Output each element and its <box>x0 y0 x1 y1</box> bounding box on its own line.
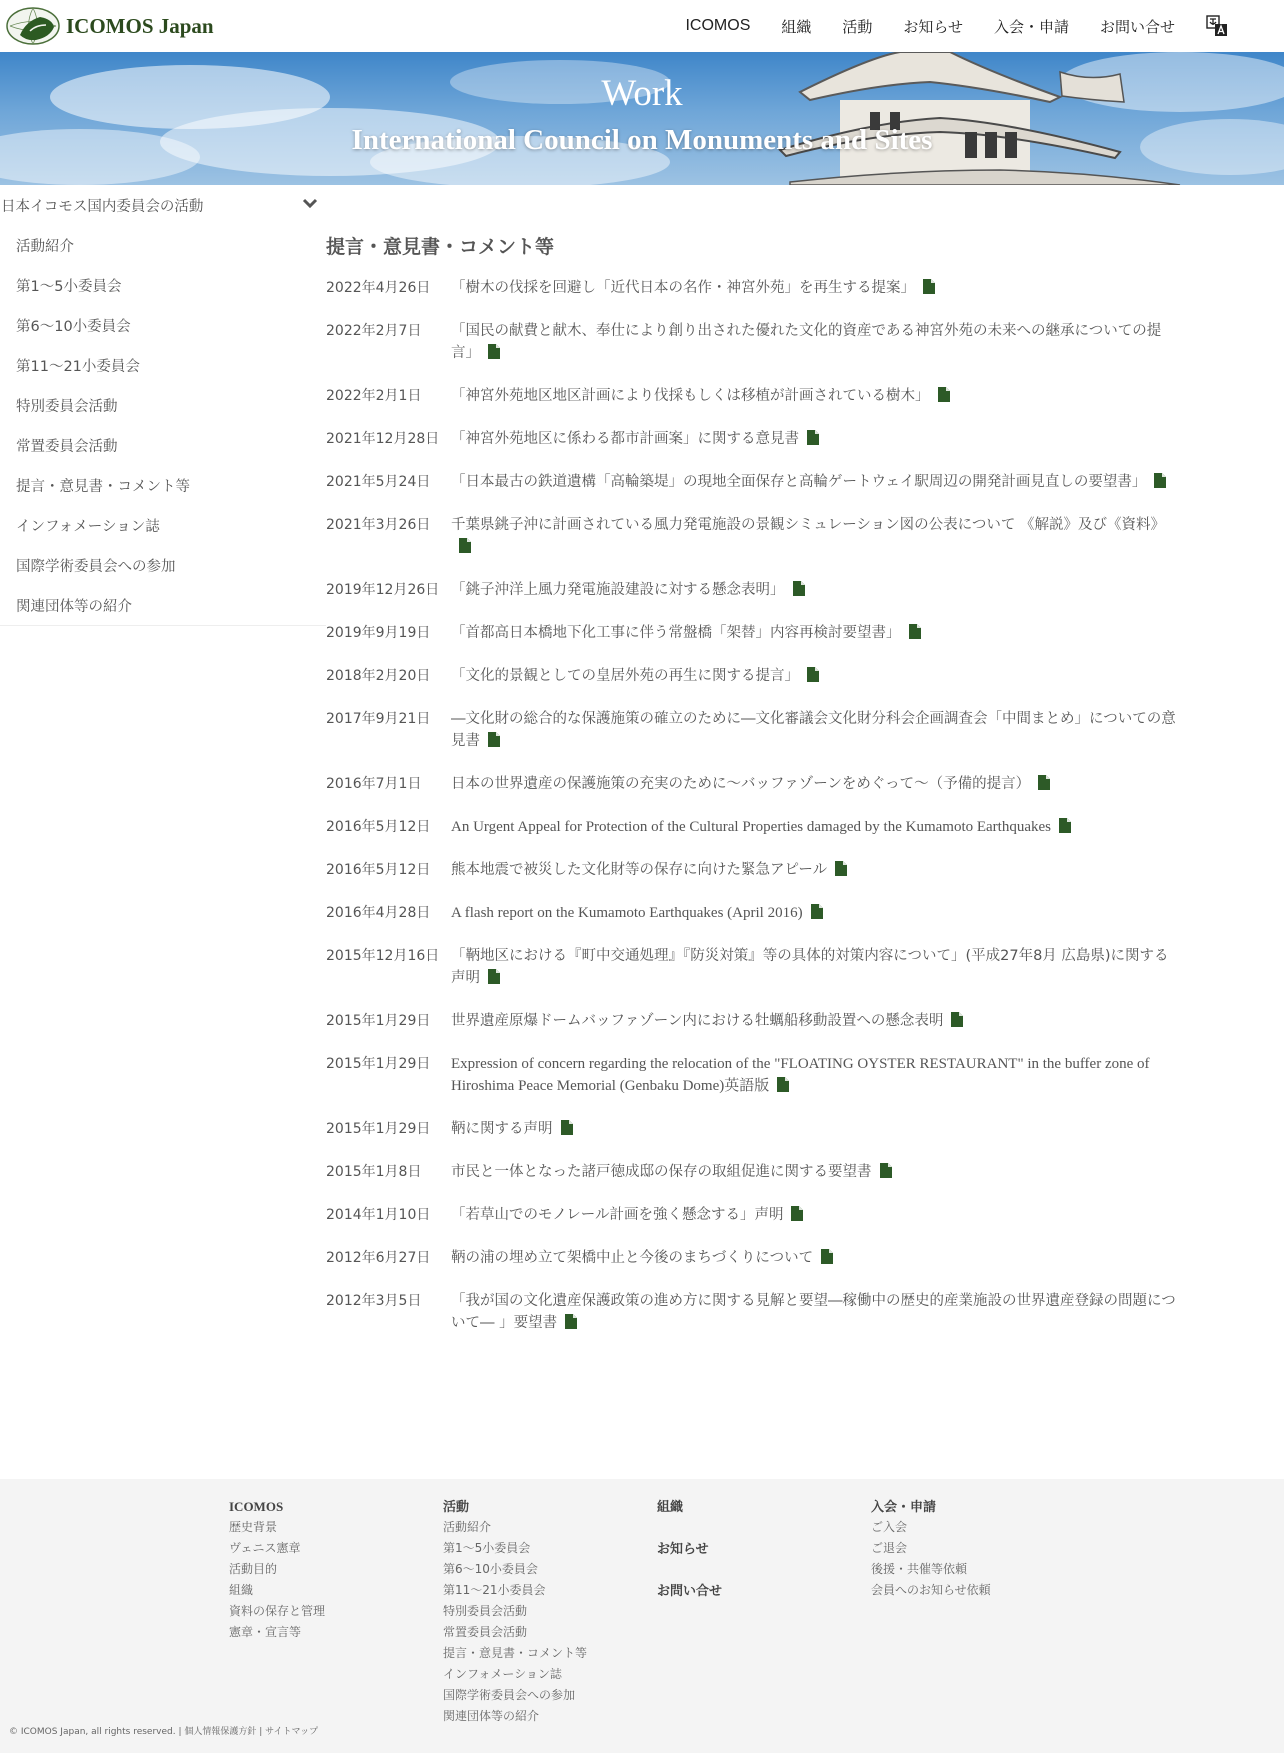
chevron-down-icon[interactable] <box>302 197 318 211</box>
footer-link[interactable]: 第1〜5小委員会 <box>443 1541 531 1555</box>
sidebar-item-subcommittee-1-5[interactable]: 第1〜5小委員会 <box>16 278 122 295</box>
footer-link[interactable]: 第11〜21小委員会 <box>443 1583 546 1597</box>
entry-date: 2019年12月26日 <box>326 582 440 598</box>
sidebar-item-special-committee[interactable]: 特別委員会活動 <box>16 398 118 415</box>
entry-title[interactable]: 「日本最古の鉄道遺構「高輪築堤」の現地全面保存と高輪ゲートウェイ駅周辺の開発計画見直しの要望書」 <box>451 474 1147 490</box>
entry-title[interactable]: 「我が国の文化遺産保護政策の進め方に関する見解と要望―稼働中の歴史的産業施設の世界遺産登録の問題について― 」要望書 <box>451 1293 1176 1331</box>
hero-title: Work <box>601 73 683 114</box>
footer-heading-icomos[interactable]: ICOMOS <box>229 1499 284 1514</box>
footer-link[interactable]: 国際学術委員会への参加 <box>443 1688 576 1702</box>
file-icon[interactable] <box>909 624 921 639</box>
entry-row <box>326 579 1176 601</box>
entry-row <box>326 1161 1176 1183</box>
sidebar-divider <box>0 625 326 626</box>
entry-link[interactable] <box>451 1118 1176 1140</box>
entry-date: 2015年12月16日 <box>326 948 440 964</box>
footer-link[interactable]: ご退会 <box>871 1541 908 1555</box>
sidebar <box>0 185 326 626</box>
footer-link[interactable]: 後援・共催等依頼 <box>871 1562 968 1576</box>
entry-row <box>326 1204 1176 1226</box>
footer-link[interactable]: ヴェニス憲章 <box>229 1541 301 1555</box>
entry-date: 2021年5月24日 <box>326 474 431 490</box>
entry-link[interactable] <box>451 1053 1176 1097</box>
footer-col-membership <box>871 1496 991 1601</box>
entry-title[interactable]: A flash report on the Kumamoto Earthquakes (April 2016) <box>451 905 803 921</box>
entry-date: 2014年1月10日 <box>326 1207 431 1223</box>
entry-link[interactable] <box>451 816 1176 838</box>
nav-membership[interactable]: 入会・申請 <box>993 17 1069 36</box>
entry-title[interactable]: 市民と一体となった諸戸徳成邸の保存の取組促進に関する要望書 <box>451 1164 872 1180</box>
site-logo[interactable] <box>6 7 214 45</box>
footer-heading-activities[interactable]: 活動 <box>443 1499 470 1514</box>
file-icon[interactable] <box>807 430 819 445</box>
sidebar-heading[interactable] <box>0 185 326 225</box>
entry-link[interactable] <box>451 1247 1176 1269</box>
entry-row <box>326 428 1176 450</box>
footer-link[interactable]: 特別委員会活動 <box>443 1604 528 1618</box>
entry-title[interactable]: 「銚子沖洋上風力発電施設建設に対する懸念表明」 <box>451 582 785 598</box>
entry-date: 2015年1月29日 <box>326 1013 431 1029</box>
file-icon[interactable] <box>1154 473 1166 488</box>
entry-date: 2015年1月29日 <box>326 1056 431 1072</box>
entry-title[interactable]: 千葉県銚子沖に計画されている風力発電施設の景観シミュレーション図の公表について 《解説》及び《資料》 <box>451 517 1165 533</box>
entry-title[interactable]: 「神宮外苑地区に係わる都市計画案」に関する意見書 <box>451 431 799 447</box>
entry-row <box>326 945 1176 989</box>
entry-link[interactable] <box>451 902 1176 924</box>
entry-link[interactable] <box>451 945 1176 989</box>
sidebar-item-proposals[interactable]: 提言・意見書・コメント等 <box>16 478 190 495</box>
entry-title[interactable]: 「文化的景観としての皇居外苑の再生に関する提言」 <box>451 668 799 684</box>
file-icon[interactable] <box>488 969 500 984</box>
entry-link[interactable] <box>451 579 1176 601</box>
entry-row <box>326 320 1176 364</box>
file-icon[interactable] <box>951 1012 963 1027</box>
footer-heading-membership[interactable]: 入会・申請 <box>871 1499 937 1514</box>
sidebar-item-subcommittee-11-21[interactable]: 第11〜21小委員会 <box>16 358 140 375</box>
entry-title[interactable]: 「国民の献費と献木、奉仕により創り出された優れた文化的資産である神宮外苑の未来への継承についての提言」 <box>451 323 1162 361</box>
entry-link[interactable] <box>451 385 1176 407</box>
footer-link[interactable]: インフォメーション誌 <box>443 1667 562 1681</box>
file-icon[interactable] <box>1038 775 1050 790</box>
copyright-text: © ICOMOS Japan, all rights reserved. <box>9 1727 176 1737</box>
sidebar-item-international-committees[interactable]: 国際学術委員会への参加 <box>16 558 176 575</box>
entry-date: 2022年2月7日 <box>326 323 422 339</box>
entry-link[interactable] <box>451 514 1176 558</box>
entry-row <box>326 859 1176 881</box>
privacy-link[interactable]: 個人情報保護方針 <box>184 1727 257 1737</box>
copyright: © ICOMOS Japan, all rights reserved. | 個人情報保護方針 | サイトマップ <box>9 1727 319 1737</box>
sidebar-heading-label: 日本イコモス国内委員会の活動 <box>1 198 204 215</box>
footer <box>0 1479 1284 1753</box>
file-icon[interactable] <box>821 1249 833 1264</box>
footer-link[interactable]: 関連団体等の紹介 <box>443 1709 540 1723</box>
file-icon[interactable] <box>835 861 847 876</box>
entry-title[interactable]: 日本の世界遺産の保護施策の充実のために～バッファゾーンをめぐって～（予備的提言） <box>451 776 1031 792</box>
entry-date: 2021年3月26日 <box>326 517 431 533</box>
nav-contact[interactable]: お問い合せ <box>1099 17 1175 36</box>
footer-col-icomos <box>229 1496 325 1643</box>
entry-link[interactable] <box>451 320 1176 364</box>
entry-title[interactable]: An Urgent Appeal for Protection of the Cultural Properties damaged by the Kumamoto Earthquakes <box>451 819 1051 835</box>
entry-date: 2016年5月12日 <box>326 819 431 835</box>
footer-link[interactable]: ご入会 <box>871 1520 908 1534</box>
file-icon[interactable] <box>923 279 935 294</box>
entry-link[interactable] <box>451 428 1176 450</box>
file-icon[interactable] <box>811 904 823 919</box>
file-icon[interactable] <box>1059 818 1071 833</box>
file-icon[interactable] <box>793 581 805 596</box>
entry-row <box>326 665 1176 687</box>
file-icon[interactable] <box>459 538 471 553</box>
entry-title[interactable]: 世界遺産原爆ドームバッファゾーン内における牡蠣船移動設置への懸念表明 <box>451 1013 944 1029</box>
file-icon[interactable] <box>791 1206 803 1221</box>
nav-icomos[interactable]: ICOMOS <box>685 17 751 34</box>
hero-subtitle: International Council on Monuments and Sites <box>351 124 933 156</box>
entry-row <box>326 708 1176 752</box>
entry-date: 2022年2月1日 <box>326 388 422 404</box>
entry-title[interactable]: ―文化財の総合的な保護施策の確立のために―文化審議会文化財分科会企画調査会「中間まとめ」についての意見書 <box>451 711 1176 749</box>
entry-title[interactable]: 「首都高日本橋地下化工事に伴う常盤橋「架替」内容再検討要望書」 <box>451 625 901 641</box>
top-bar <box>0 0 1284 52</box>
main-content <box>326 232 1176 1355</box>
entry-row <box>326 471 1176 493</box>
page-title: 提言・意見書・コメント等 <box>326 236 555 258</box>
translate-icon[interactable] <box>1206 15 1228 37</box>
entry-title[interactable]: 「神宮外苑地区地区計画により伐採もしくは移植が計画されている樹木」 <box>451 388 930 404</box>
entry-title[interactable]: 「樹木の伐採を回避し「近代日本の名作・神宮外苑」を再生する提案」 <box>451 280 915 296</box>
sidebar-item-information-magazine[interactable]: インフォメーション誌 <box>16 518 160 535</box>
entry-link[interactable] <box>451 1010 1176 1032</box>
entry-date: 2016年4月28日 <box>326 905 431 921</box>
entry-title[interactable]: 熊本地震で被災した文化財等の保存に向けた緊急アピール <box>451 862 828 878</box>
entry-title[interactable]: 「鞆地区における『町中交通処理』『防災対策』等の具体的対策内容について」(平成27年8月 広島県)に関する声明 <box>451 948 1169 986</box>
entry-title[interactable]: 鞆の浦の埋め立て架橋中止と今後のまちづくりについて <box>451 1250 814 1266</box>
footer-link[interactable]: 憲章・宣言等 <box>229 1625 302 1639</box>
entry-row <box>326 514 1176 558</box>
footer-link[interactable]: 活動目的 <box>229 1562 278 1576</box>
entry-date: 2012年6月27日 <box>326 1250 431 1266</box>
entry-date: 2021年12月28日 <box>326 431 440 447</box>
file-icon[interactable] <box>561 1120 573 1135</box>
nav-organization[interactable]: 組織 <box>781 17 812 36</box>
entry-row <box>326 1290 1176 1334</box>
file-icon[interactable] <box>880 1163 892 1178</box>
entry-link[interactable] <box>451 773 1176 795</box>
sidebar-item-related-organizations[interactable]: 関連団体等の紹介 <box>16 598 132 615</box>
footer-link[interactable]: 組織 <box>229 1583 254 1597</box>
entry-title[interactable]: Expression of concern regarding the relocation of the "FLOATING OYSTER RESTAURANT" in the buffer zone of Hiroshima Peace Memorial (Genbaku Dome)英語版 <box>451 1056 1150 1094</box>
footer-heading-news[interactable]: お知らせ <box>657 1541 709 1556</box>
entry-link[interactable] <box>451 665 1176 687</box>
footer-col-activities <box>443 1496 587 1727</box>
globe-logo-icon <box>6 7 60 45</box>
file-icon[interactable] <box>488 344 500 359</box>
footer-heading-organization[interactable]: 組織 <box>657 1499 684 1514</box>
entry-row <box>326 902 1176 924</box>
entry-date: 2015年1月8日 <box>326 1164 422 1180</box>
footer-link[interactable]: 提言・意見書・コメント等 <box>443 1646 588 1660</box>
footer-heading-contact[interactable]: お問い合せ <box>657 1583 723 1598</box>
footer-link[interactable]: 第6〜10小委員会 <box>443 1562 538 1576</box>
footer-col-misc <box>657 1496 722 1601</box>
file-icon[interactable] <box>777 1077 789 1092</box>
entry-date: 2018年2月20日 <box>326 668 431 684</box>
sidebar-item-subcommittee-6-10[interactable]: 第6〜10小委員会 <box>16 318 131 335</box>
entry-date: 2017年9月21日 <box>326 711 431 727</box>
file-icon[interactable] <box>807 667 819 682</box>
entry-date: 2022年4月26日 <box>326 280 431 296</box>
sitemap-link[interactable]: サイトマップ <box>265 1727 319 1737</box>
entry-date: 2016年5月12日 <box>326 862 431 878</box>
entry-date: 2019年9月19日 <box>326 625 431 641</box>
entry-row <box>326 773 1176 795</box>
sidebar-item-standing-committee[interactable]: 常置委員会活動 <box>16 438 118 455</box>
sidebar-item-activity-intro[interactable]: 活動紹介 <box>16 238 74 255</box>
footer-link[interactable]: 歴史背景 <box>229 1520 278 1534</box>
entry-link[interactable] <box>451 622 1176 644</box>
footer-link[interactable]: 活動紹介 <box>443 1520 492 1534</box>
entry-row <box>326 816 1176 838</box>
entry-row <box>326 385 1176 407</box>
entries-list <box>326 277 1176 1334</box>
entry-row <box>326 1010 1176 1032</box>
entry-row <box>326 1247 1176 1269</box>
footer-link[interactable]: 常置委員会活動 <box>443 1625 528 1639</box>
entry-link[interactable] <box>451 1290 1176 1334</box>
entry-link[interactable] <box>451 1161 1176 1183</box>
entry-link[interactable] <box>451 708 1176 752</box>
footer-link[interactable]: 資料の保存と管理 <box>229 1604 326 1618</box>
hero-banner <box>0 52 1284 185</box>
entry-date: 2012年3月5日 <box>326 1293 422 1309</box>
footer-link[interactable]: 会員へのお知らせ依頼 <box>871 1583 991 1597</box>
entry-link[interactable] <box>451 1204 1176 1226</box>
entry-link[interactable] <box>451 277 1176 299</box>
entry-row <box>326 622 1176 644</box>
file-icon[interactable] <box>938 387 950 402</box>
entry-title[interactable]: 「若草山でのモノレール計画を強く懸念する」声明 <box>451 1207 784 1223</box>
entry-date: 2015年1月29日 <box>326 1121 431 1137</box>
entry-link[interactable] <box>451 471 1176 493</box>
entry-title[interactable]: 鞆に関する声明 <box>451 1121 553 1137</box>
entry-date: 2016年7月1日 <box>326 776 422 792</box>
entry-link[interactable] <box>451 859 1176 881</box>
logo-text: ICOMOS Japan <box>66 13 214 38</box>
nav-news[interactable]: お知らせ <box>903 17 963 36</box>
entry-row <box>326 277 1176 299</box>
file-icon[interactable] <box>488 732 500 747</box>
file-icon[interactable] <box>565 1314 577 1329</box>
nav-activities[interactable]: 活動 <box>842 17 873 36</box>
main-nav <box>685 0 1284 52</box>
entry-row <box>326 1053 1176 1097</box>
entry-row <box>326 1118 1176 1140</box>
